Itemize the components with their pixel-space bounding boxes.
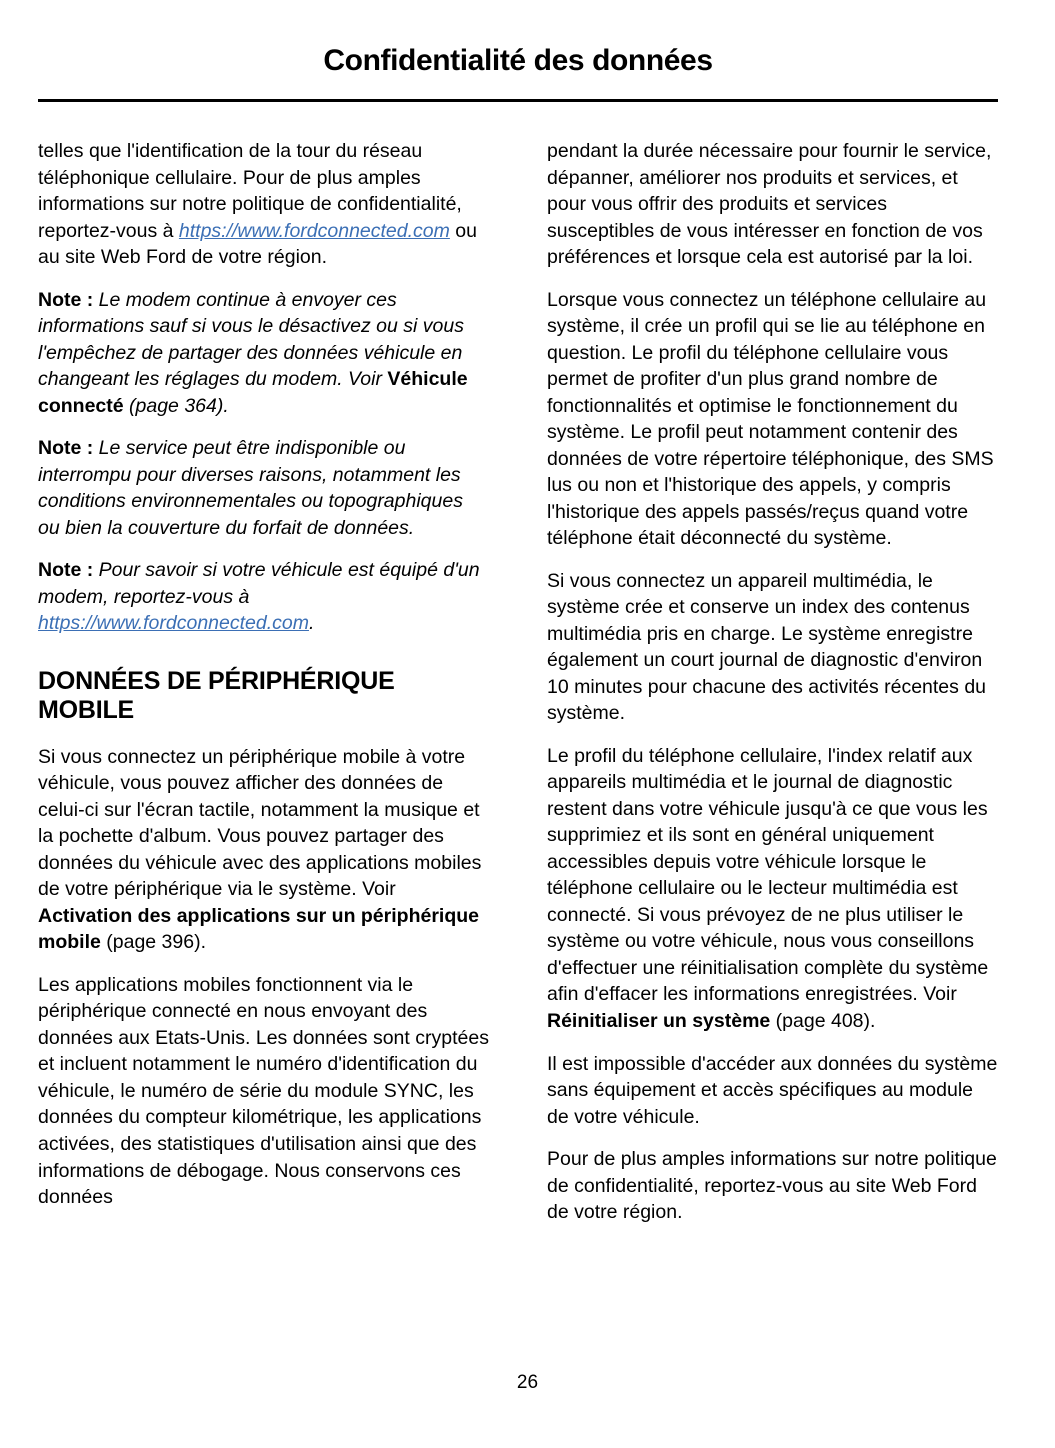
- paragraph-r5: [547, 1051, 998, 1131]
- body-text: Si vous connectez un appareil multimédia, le système crée et conserve un index des contenus multimédia pris en charge. Le système enregistre également un court journal de diagnostic d'environ 10 minutes pour chacune des activités récentes du système.: [547, 569, 987, 725]
- external-link[interactable]: https://www.fordconnected.com: [178, 219, 450, 242]
- body-text: Les applications mobiles fonctionnent via le périphérique connecté en nous envoyant des données aux Etats-Unis. Les données sont cryptées et incluent notamment le numéro d'identification du véhicule, le numéro de série du module SYNC, les données du compteur kilométrique, les applications activées, des statistiques d'utilisation ainsi que des informations de débogage. Nous conservons ces données: [38, 973, 489, 1209]
- emphasis-text: Note :: [38, 559, 94, 582]
- paragraph-p2: [38, 287, 489, 420]
- paragraph-p1: [38, 138, 489, 271]
- paragraph-p6: [38, 972, 489, 1211]
- paragraph-p3: [38, 435, 489, 541]
- emphasis-text: Activation des applications sur un périphérique mobile: [38, 904, 479, 954]
- italic-text: .: [308, 612, 315, 635]
- body-text: ou au site Web Ford de votre région.: [38, 219, 477, 269]
- section-heading-mobile-device-data: DONNÉES DE PÉRIPHÉRIQUE MOBILE: [38, 666, 395, 725]
- paragraph-r2: [547, 287, 998, 552]
- left-column-paragraphs-top: [38, 138, 489, 637]
- page-footer: [0, 1372, 1055, 1394]
- italic-text: (page 364).: [123, 394, 229, 417]
- emphasis-text: Véhicule connecté: [38, 368, 468, 417]
- paragraph-r3: [547, 568, 998, 727]
- body-text: Il est impossible d'accéder aux données du système sans équipement et accès spécifiques au module de votre véhicule.: [547, 1052, 998, 1128]
- right-column-paragraphs: [547, 138, 998, 1226]
- body-text: Pour de plus amples informations sur notre politique de confidentialité, reportez-vous au site Web Ford de votre région.: [547, 1148, 997, 1224]
- page-header: [38, 44, 998, 77]
- left-column-paragraphs-bottom: [38, 744, 489, 1211]
- italic-text: Pour savoir si votre véhicule est équipé d'un modem, reportez-vous à: [38, 559, 480, 608]
- emphasis-text: Réinitialiser un système: [547, 1009, 771, 1032]
- page-title: Confidentialité des données: [323, 44, 713, 77]
- body-text: (page 408).: [770, 1009, 876, 1032]
- paragraph-r6: [547, 1146, 998, 1226]
- paragraph-r4: [547, 743, 998, 1035]
- paragraph-p5: [38, 744, 489, 956]
- paragraph-r1: [547, 138, 998, 271]
- left-column: [38, 138, 489, 1242]
- header-divider: [38, 99, 998, 102]
- external-link[interactable]: https://www.fordconnected.com: [38, 612, 309, 635]
- two-column-body: [38, 138, 998, 1242]
- body-text: Le profil du téléphone cellulaire, l'index relatif aux appareils multimédia et le journal de diagnostic restent dans votre véhicule jusqu'à ce que vous les supprimiez et ils sont en général uniquement accessibles depuis votre véhicule lorsque le téléphone cellulaire ou le lecteur multimédia est connecté. Si vous prévoyez de ne plus utiliser le système ou votre véhicule, nous vous conseillons d'effectuer une réinitialisation complète du système afin d'effacer les informations enregistrées. Voir: [547, 744, 989, 1006]
- emphasis-text: Note :: [38, 437, 94, 460]
- page-number: 26: [516, 1372, 539, 1393]
- right-column: [547, 138, 998, 1242]
- italic-text: Le service peut être indisponible ou interrompu pour diverses raisons, notamment les conditions environnementales ou topographiques ou bien la couverture du forfait de données.: [38, 437, 463, 539]
- italic-text: Le modem continue à envoyer ces informations sauf si vous le désactivez ou si vous l'empêchez de partager des données véhicule en changeant les réglages du modem. Voir: [38, 288, 464, 391]
- paragraph-p4: [38, 557, 489, 637]
- body-text: telles que l'identification de la tour du réseau téléphonique cellulaire. Pour de plus amples informations sur notre politique de confidentialité, reportez-vous à: [38, 140, 462, 242]
- body-text: (page 396).: [100, 931, 206, 954]
- body-text: pendant la durée nécessaire pour fournir le service, dépanner, améliorer nos produits et services, et pour vous offrir des produits et services susceptibles de vous intéresser en fonction de vos préférences et lorsque cela est autorisé par la loi.: [547, 140, 992, 269]
- body-text: Si vous connectez un périphérique mobile à votre véhicule, vous pouvez afficher des données de celui-ci sur l'écran tactile, notamment la musique et la pochette d'album. Vous pouvez partager des données du véhicule avec des applications mobiles de votre périphérique via le système. Voir: [38, 745, 482, 901]
- emphasis-text: Note :: [38, 288, 94, 311]
- body-text: Lorsque vous connectez un téléphone cellulaire au système, il crée un profil qui se lie au téléphone en question. Le profil du téléphone cellulaire vous permet de profiter d'un plus grand nombre de fonctionnalités et optimise le fonctionnement du système. Le profil peut notamment contenir des données de votre répertoire téléphonique, des SMS lus ou non et l'historique des appels, y compris l'historique des appels passés/reçus quand votre téléphone était déconnecté du système.: [547, 288, 994, 550]
